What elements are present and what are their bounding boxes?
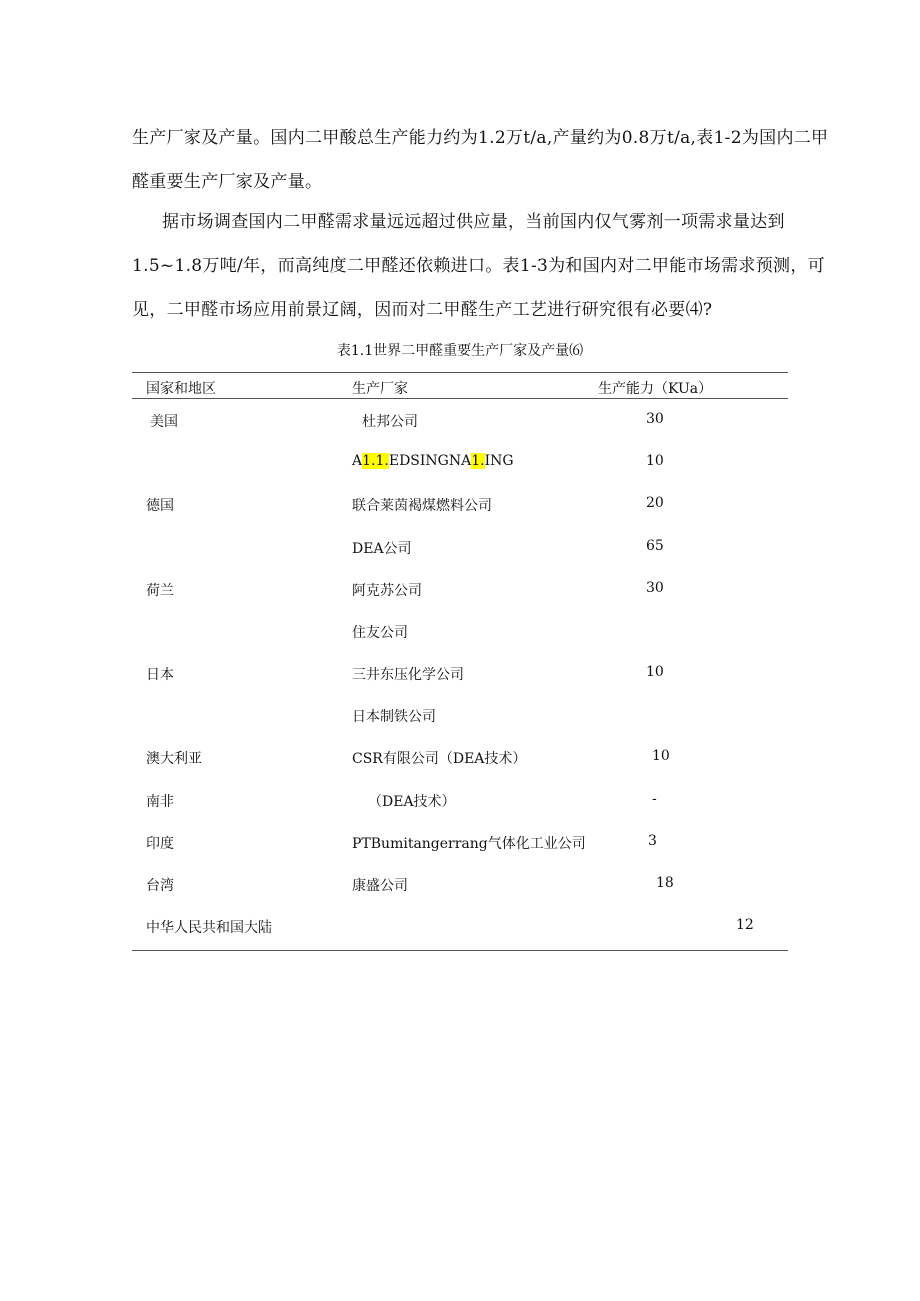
header-capacity: 生产能力（KUa）	[598, 381, 713, 397]
cell-capacity: 20	[646, 495, 664, 511]
cell-capacity: 10	[652, 748, 670, 764]
paragraph-2-line-1: 据市场调查国内二甲醛需求量远远超过供应量，当前国内仅气雾剂一项需求量达到	[162, 212, 785, 232]
cell-company: CSR有限公司（DEA技术）	[352, 751, 527, 767]
cell-capacity: 30	[646, 580, 664, 596]
cell-company: DEA公司	[352, 541, 412, 557]
table-row	[0, 917, 920, 941]
table-row	[0, 875, 920, 899]
paragraph-2-line-2: 1.5~1.8万吨/年，而高纯度二甲醛还依赖进口。表1-3为和国内对二甲能市场需求预测，可	[132, 256, 825, 276]
header-company: 生产厂家	[352, 381, 408, 397]
table-top-rule	[132, 372, 788, 373]
company-part: A	[352, 453, 363, 469]
cell-company: 住友公司	[352, 625, 408, 641]
cell-company: （DEA技术）	[368, 794, 456, 810]
paragraph-2	[132, 200, 825, 332]
table-row	[0, 495, 920, 519]
table-row	[0, 706, 920, 730]
paragraph-2-line-3: 见，二甲醛市场应用前景辽阔，因而对二甲醛生产工艺进行研究很有必要⑷?	[132, 300, 713, 320]
highlighted-text: 1.	[471, 453, 485, 469]
cell-company: 阿克苏公司	[352, 583, 422, 599]
cell-capacity: 10	[646, 453, 664, 469]
cell-country: 德国	[146, 498, 174, 514]
company-part: EDSINGNA	[388, 453, 472, 469]
table-header-rule	[132, 398, 788, 399]
cell-capacity: 10	[646, 664, 664, 680]
cell-company: 康盛公司	[352, 878, 408, 894]
cell-company: 联合莱茵褐煤燃料公司	[352, 498, 492, 514]
table-row	[0, 748, 920, 772]
cell-country: 印度	[146, 836, 174, 852]
table-row	[0, 833, 920, 857]
header-country: 国家和地区	[146, 381, 216, 397]
cell-country: 澳大利亚	[146, 751, 202, 767]
cell-country: 中华人民共和国大陆	[146, 920, 272, 936]
company-part: ING	[484, 453, 514, 469]
cell-country: 台湾	[146, 878, 174, 894]
table-row	[0, 453, 920, 477]
cell-capacity: -	[652, 791, 657, 807]
paragraph-1	[132, 116, 829, 204]
table-row	[0, 622, 920, 646]
cell-capacity: 12	[736, 917, 754, 933]
cell-country: 南非	[146, 794, 174, 810]
cell-capacity: 65	[646, 538, 664, 554]
cell-country: 荷兰	[146, 583, 174, 599]
cell-company: 日本制铁公司	[352, 709, 436, 725]
cell-country: 日本	[146, 667, 174, 683]
table-row	[0, 538, 920, 562]
paragraph-1-line-1: 生产厂家及产量。国内二甲酸总生产能力约为1.2万t/a,产量约为0.8万t/a,表1-2为国内二甲	[132, 128, 829, 148]
cell-company	[352, 453, 514, 469]
cell-capacity: 3	[648, 833, 657, 849]
cell-company: 三井东压化学公司	[352, 667, 464, 683]
table-row	[0, 791, 920, 815]
paragraph-1-line-2: 醛重要生产厂家及产量。	[132, 172, 323, 192]
cell-capacity: 30	[646, 411, 664, 427]
cell-capacity: 18	[656, 875, 674, 891]
cell-company: PTBumitangerrang气体化工业公司	[352, 836, 586, 852]
cell-country: 美国	[150, 414, 178, 430]
cell-company: 杜邦公司	[362, 414, 418, 430]
table-bottom-rule	[132, 950, 788, 951]
table-row	[0, 664, 920, 688]
table-caption: 表1.1世界二甲醛重要生产厂家及产量⑹	[336, 343, 584, 359]
table-row	[0, 411, 920, 435]
table-row	[0, 580, 920, 604]
highlighted-text: 1.1.	[362, 453, 389, 469]
